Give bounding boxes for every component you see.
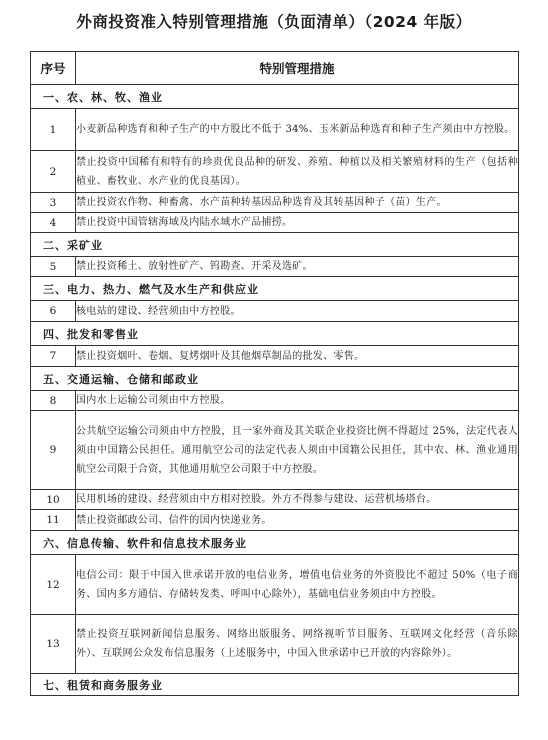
measure-number: 1: [31, 109, 76, 151]
measure-number: 5: [31, 257, 76, 277]
measure-text: 禁止投资中国管辖海域及内陆水域水产品捕捞。: [76, 213, 519, 233]
measure-number: 6: [31, 301, 76, 322]
measure-row: [31, 301, 519, 322]
category-row: [31, 674, 519, 696]
header-index: 序号: [31, 52, 76, 85]
measure-row: [31, 213, 519, 233]
category-row: [31, 531, 519, 555]
measure-row: [31, 391, 519, 411]
table-header-row: [31, 52, 519, 85]
measure-row: [31, 346, 519, 367]
category-row: [31, 233, 519, 257]
document-title: 外商投资准入特别管理措施（负面清单）（2024 年版）: [76, 13, 472, 31]
measure-row: [31, 510, 519, 531]
measure-number: 12: [31, 555, 76, 615]
measure-text: 电信公司：限于中国入世承诺开放的电信业务，增值电信业务的外资股比不超过 50%（电子商务、国内多方通信、存储转发类、呼叫中心除外），基础电信业务须由中方控股。: [76, 555, 519, 615]
measure-number: 3: [31, 193, 76, 213]
measure-number: 11: [31, 510, 76, 531]
category-label: 四、批发和零售业: [31, 322, 519, 346]
measure-number: 10: [31, 490, 76, 510]
table-body: [31, 85, 519, 696]
measure-text: 禁止投资农作物、种畜禽、水产苗种转基因品种选育及其转基因种子（苗）生产。: [76, 193, 519, 213]
category-label: 三、电力、热力、燃气及水生产和供应业: [31, 277, 519, 301]
measure-number: 7: [31, 346, 76, 367]
category-label: 六、信息传输、软件和信息技术服务业: [31, 531, 519, 555]
measure-row: [31, 490, 519, 510]
measure-number: 2: [31, 151, 76, 193]
category-row: [31, 322, 519, 346]
header-measures: 特别管理措施: [76, 52, 519, 85]
measure-text: 核电站的建设、经营须由中方控股。: [76, 301, 519, 322]
measure-number: 9: [31, 411, 76, 490]
category-label: 七、租赁和商务服务业: [31, 674, 519, 696]
measure-text: 禁止投资互联网新闻信息服务、网络出版服务、网络视听节目服务、互联网文化经营（音乐除外）、互联网公众发布信息服务（上述服务中，中国入世承诺中已开放的内容除外）。: [76, 615, 519, 674]
category-label: 五、交通运输、仓储和邮政业: [31, 367, 519, 391]
measure-text: 禁止投资邮政公司、信件的国内快递业务。: [76, 510, 519, 531]
measure-row: [31, 411, 519, 490]
measure-row: [31, 555, 519, 615]
measure-text: 民用机场的建设、经营须由中方相对控股。外方不得参与建设、运营机场塔台。: [76, 490, 519, 510]
measure-number: 4: [31, 213, 76, 233]
measure-text: 禁止投资烟叶、卷烟、复烤烟叶及其他烟草制品的批发、零售。: [76, 346, 519, 367]
measure-text: 公共航空运输公司须由中方控股，且一家外商及其关联企业投资比例不得超过 25%，法定代表人须由中国籍公民担任。通用航空公司的法定代表人须由中国籍公民担任，其中农、林、渔业通用航空公司限于合资，其他通用航空公司限于中方控股。: [76, 411, 519, 490]
measure-row: [31, 151, 519, 193]
category-label: 一、农、林、牧、渔业: [31, 85, 519, 109]
category-row: [31, 277, 519, 301]
measure-text: 国内水上运输公司须由中方控股。: [76, 391, 519, 411]
category-row: [31, 367, 519, 391]
measure-text: 禁止投资稀土、放射性矿产、钨勘查、开采及选矿。: [76, 257, 519, 277]
measure-text: 小麦新品种选育和种子生产的中方股比不低于 34%、玉米新品种选育和种子生产须由中方控股。: [76, 109, 519, 151]
measure-row: [31, 615, 519, 674]
category-row: [31, 85, 519, 109]
measure-row: [31, 109, 519, 151]
measure-row: [31, 257, 519, 277]
measure-number: 13: [31, 615, 76, 674]
measure-number: 8: [31, 391, 76, 411]
measure-text: 禁止投资中国稀有和特有的珍贵优良品种的研发、养殖、种植以及相关繁殖材料的生产（包括种植业、畜牧业、水产业的优良基因）。: [76, 151, 519, 193]
negative-list-table: [30, 51, 519, 696]
measure-row: [31, 193, 519, 213]
category-label: 二、采矿业: [31, 233, 519, 257]
